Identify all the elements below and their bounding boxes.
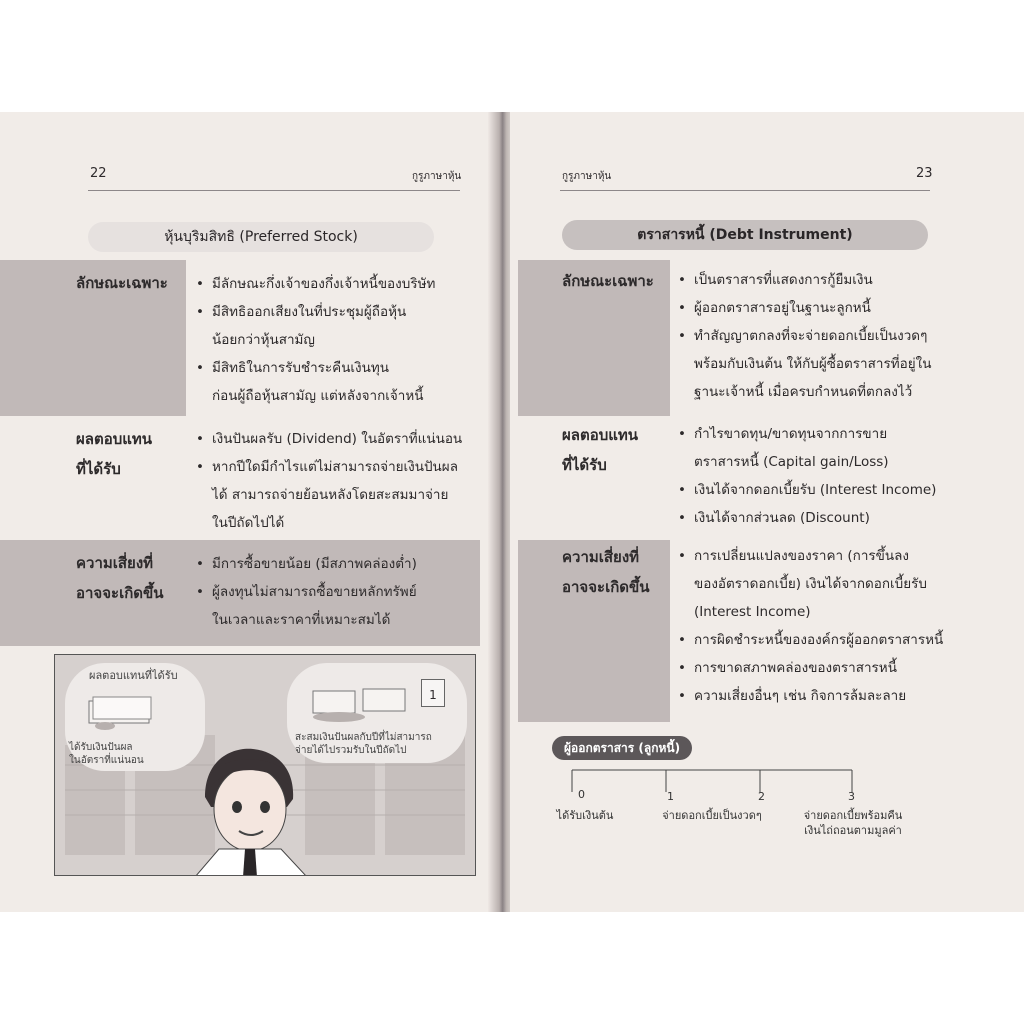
left-row2-line1: • เงินปันผลรับ (Dividend) ในอัตราที่แน่นอน [196, 425, 486, 453]
right-row1-list [678, 266, 978, 406]
left-row3-list [196, 550, 486, 634]
timeline-tick-1: 1 [667, 790, 674, 803]
left-row2-list [196, 425, 486, 537]
left-row2-line4: ในปีถัดไปได้ [212, 515, 285, 531]
left-row1-line5: ก่อนผู้ถือหุ้นสามัญ แต่หลังจากเจ้าหนี้ [212, 388, 424, 404]
right-row1-line4: พร้อมกับเงินต้น ให้กับผู้ซื้อตราสารที่อยู่ใน [694, 356, 932, 372]
right-running-header: กูรูภาษาหุ้น [562, 171, 612, 182]
right-row2-list [678, 420, 978, 532]
left-row3-line2: • ผู้ลงทุนไม่สามารถซื้อขายหลักทรัพย์ [196, 578, 486, 606]
bubble-right-caption: สะสมเงินปันผลกับปีที่ไม่สามารถ จ่ายได้ไปรวมรับในปีถัดไป [295, 732, 432, 756]
timeline-label-1: จ่ายดอกเบี้ยเป็นงวดๆ [662, 809, 762, 822]
bubble-left-title: ผลตอบแทนที่ได้รับ [89, 669, 178, 682]
right-page-number: 23 [916, 166, 933, 181]
calendar-icon: 1 [421, 679, 445, 707]
left-row1-line3: น้อยกว่าหุ้นสามัญ [212, 332, 315, 348]
right-row3-line3: (Interest Income) [694, 604, 811, 620]
right-header-rule [560, 190, 930, 191]
left-running-header: กูรูภาษาหุ้น [412, 171, 462, 182]
left-page-number: 22 [90, 166, 107, 181]
left-row1-line4: • มีสิทธิในการรับชำระคืนเงินทุน [196, 354, 486, 382]
left-row2-line3: ได้ สามารถจ่ายย้อนหลังโดยสะสมมาจ่าย [212, 487, 449, 503]
bubble-left-caption: ได้รับเงินปันผล ในอัตราที่แน่นอน [69, 742, 144, 766]
right-section-title: ตราสารหนี้ (Debt Instrument) [562, 220, 928, 250]
right-row3-line6: • ความเสี่ยงอื่นๆ เช่น กิจการล้มละลาย [678, 682, 978, 710]
left-section-title: หุ้นบุริมสิทธิ (Preferred Stock) [88, 222, 434, 252]
left-header-rule [88, 190, 460, 191]
businessman-figure [175, 727, 325, 876]
left-row2-label: ผลตอบแทน ที่ได้รับ [76, 430, 153, 478]
right-row3-line1: • การเปลี่ยนแปลงของราคา (การขึ้นลง [678, 542, 978, 570]
right-row3-line2: ของอัตราดอกเบี้ย) เงินได้จากดอกเบี้ยรับ [694, 576, 927, 592]
money-stack-icon [85, 695, 155, 731]
right-row1-line1: • เป็นตราสารที่แสดงการกู้ยืมเงิน [678, 266, 978, 294]
right-row2-line4: • เงินได้จากส่วนลด (Discount) [678, 504, 978, 532]
issuer-badge: ผู้ออกตราสาร (ลูกหนี้) [552, 736, 692, 760]
timeline-axis [556, 762, 876, 796]
right-row3-label: ความเสี่ยงที่ อาจจะเกิดขึ้น [562, 548, 650, 596]
right-row1-line5: ฐานะเจ้าหนี้ เมื่อครบกำหนดที่ตกลงไว้ [694, 384, 913, 400]
left-row1-line1: • มีลักษณะกึ่งเจ้าของกึ่งเจ้าหนี้ของบริษัท [196, 270, 486, 298]
timeline-label-2: จ่ายดอกเบี้ยพร้อมคืน เงินไถ่ถอนตามมูลค่า [803, 809, 903, 837]
left-row3-label: ความเสี่ยงที่ อาจจะเกิดขึ้น [76, 554, 164, 602]
right-row2-line1: • กำไรขาดทุน/ขาดทุนจากการขาย [678, 420, 978, 448]
left-row2-line2: • หากปีใดมีกำไรแต่ไม่สามารถจ่ายเงินปันผล [196, 453, 486, 481]
right-row3-line4: • การผิดชำระหนี้ขององค์กรผู้ออกตราสารหนี้ [678, 626, 978, 654]
right-row3-list [678, 542, 978, 710]
right-row1-label: ลักษณะเฉพาะ [562, 272, 654, 290]
timeline-tick-2: 2 [758, 790, 765, 803]
money-stacks-icon [309, 681, 429, 723]
right-row3-line5: • การขาดสภาพคล่องของตราสารหนี้ [678, 654, 978, 682]
left-row3-line3: ในเวลาและราคาที่เหมาะสมได้ [212, 612, 391, 628]
right-row2-line2: ตราสารหนี้ (Capital gain/Loss) [694, 454, 889, 470]
left-row1-label: ลักษณะเฉพาะ [76, 274, 168, 292]
timeline-label-0: ได้รับเงินต้น [556, 809, 614, 822]
left-row3-line1: • มีการซื้อขายน้อย (มีสภาพคล่องต่ำ) [196, 550, 486, 578]
right-row2-label: ผลตอบแทน ที่ได้รับ [562, 426, 639, 474]
right-row1-line2: • ผู้ออกตราสารอยู่ในฐานะลูกหนี้ [678, 294, 978, 322]
left-row1-list [196, 270, 486, 410]
cartoon-illustration [54, 654, 476, 876]
timeline-tick-3: 3 [848, 790, 855, 803]
timeline-tick-0: 0 [578, 788, 585, 801]
right-row2-line3: • เงินได้จากดอกเบี้ยรับ (Interest Income) [678, 476, 978, 504]
right-row1-line3: • ทำสัญญาตกลงที่จะจ่ายดอกเบี้ยเป็นงวดๆ [678, 322, 978, 350]
left-row1-line2: • มีสิทธิออกเสียงในที่ประชุมผู้ถือหุ้น [196, 298, 486, 326]
